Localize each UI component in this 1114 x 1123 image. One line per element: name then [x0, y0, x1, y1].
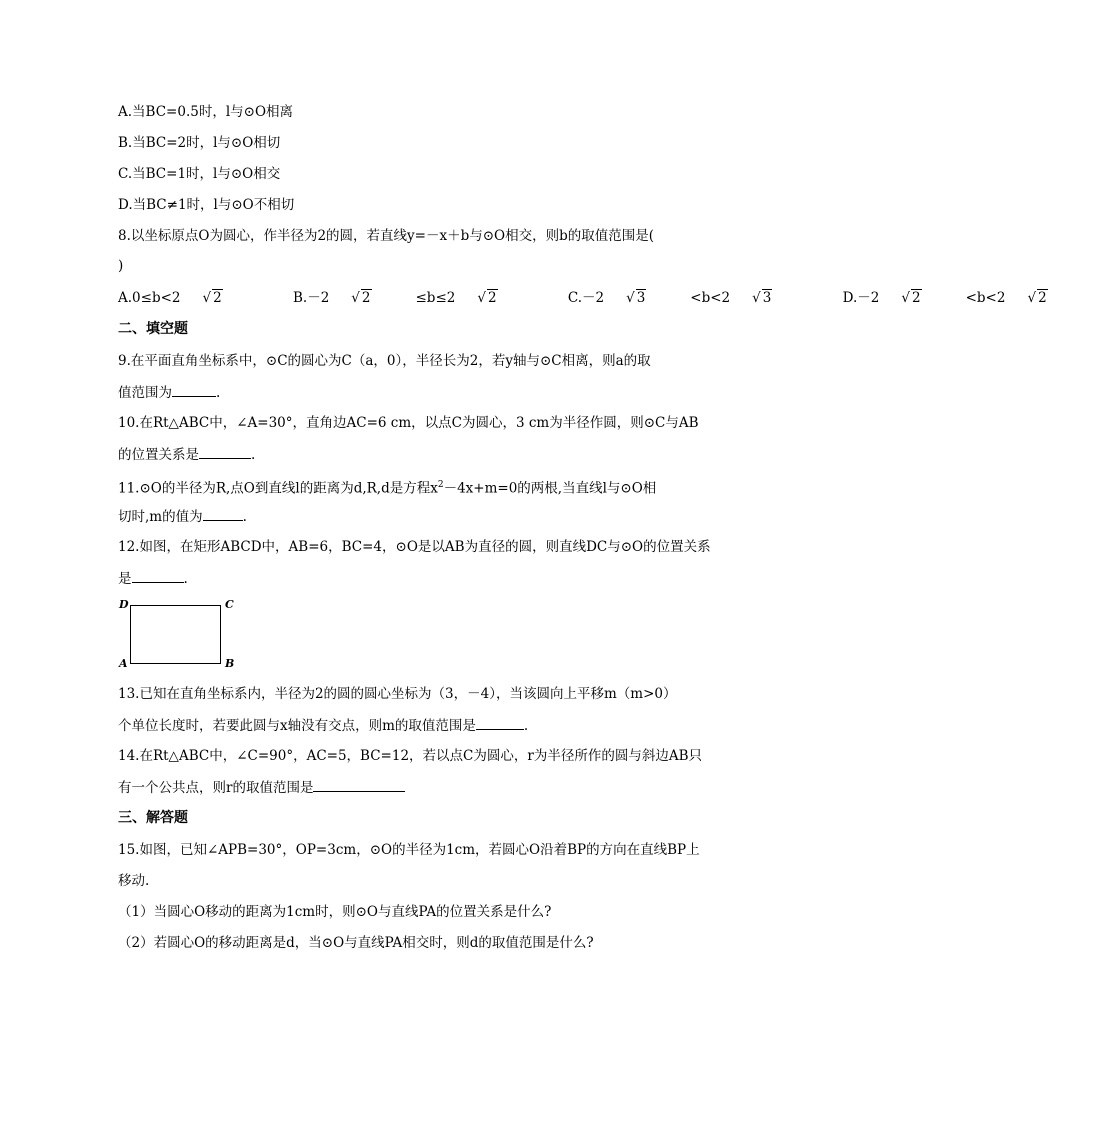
- q13-line1: 13.已知在直角坐标系内，半径为2的圆的圆心坐标为（3，－4），当该圆向上平移m（m>0）: [118, 686, 677, 702]
- answer-blank[interactable]: [203, 507, 243, 521]
- answer-blank[interactable]: [172, 383, 216, 397]
- rectangle-figure: [118, 598, 248, 670]
- q9-line2: 值范围为 .: [118, 385, 221, 401]
- q8-option-c: C.－2 √ 3 <b<2 √ 3: [567, 290, 772, 306]
- answer-blank[interactable]: [476, 716, 524, 730]
- q7-option-b: B.当BC=2时，l与⊙O相切: [118, 135, 281, 151]
- q12-line2: 是 .: [118, 571, 188, 587]
- q9-line1: 9.在平面直角坐标系中，⊙C的圆心为C（a，0），半径长为2，若y轴与⊙C相离，则a的取: [118, 353, 651, 369]
- answer-blank[interactable]: [132, 569, 184, 583]
- q8-stem-line1: 8.以坐标原点O为圆心，作半径为2的圆，若直线y=－x＋b与⊙O相交，则b的取值范围是(: [118, 228, 655, 244]
- q8-stem-line2: ): [118, 258, 124, 274]
- q15-line2: 移动.: [118, 873, 150, 889]
- q15-part2: （2）若圆心O的移动距离是d，当⊙O与直线PA相交时，则d的取值范围是什么?: [118, 935, 594, 951]
- q10-line1: 10.在Rt△ABC中，∠A=30°，直角边AC=6 cm，以点C为圆心，3 cm为半径作圆，则⊙C与AB: [118, 415, 699, 431]
- q14-line2: 有一个公共点，则r的取值范围是: [118, 778, 405, 797]
- answer-blank[interactable]: [199, 445, 251, 459]
- q11-line1: 11.⊙O的半径为R,点O到直线l的距离为d,R,d是方程$x^2-4x+m=0$的两根,当直线l与⊙O相: [118, 480, 657, 497]
- q7-option-c: C.当BC=1时，l与⊙O相交: [118, 166, 281, 182]
- q15-line1: 15.如图，已知∠APB=30°，OP=3cm，⊙O的半径为1cm，若圆心O沿着BP的方向在直线BP上: [118, 842, 700, 858]
- label-b: B: [225, 657, 235, 670]
- label-a: A: [119, 657, 128, 670]
- q7-option-a: A.当BC=0.5时，l与⊙O相离: [118, 104, 294, 120]
- q14-line1: 14.在Rt△ABC中，∠C=90°，AC=5，BC=12，若以点C为圆心，r为半径所作的圆与斜边AB只: [118, 748, 702, 764]
- q15-part1: （1）当圆心O移动的距离为1cm时，则⊙O与直线PA的位置关系是什么?: [118, 904, 552, 920]
- q13-line2: 个单位长度时，若要此圆与x轴没有交点，则m的取值范围是 .: [118, 718, 529, 734]
- q8-option-d: D.－2 √ 2 <b<2 √ 2: [842, 290, 1047, 306]
- q8-options: [118, 289, 1114, 307]
- q7-option-d: D.当BC≠1时，l与⊙O不相切: [118, 197, 295, 213]
- answer-blank[interactable]: [313, 778, 405, 792]
- rectangle-abcd: [131, 606, 221, 664]
- section-heading-solutions: 三、解答题: [118, 810, 188, 826]
- sqrt-symbol: √ 2: [202, 290, 222, 306]
- q8-option-b: B.－2 √ 2 ≤b≤2 √ 2: [292, 290, 497, 306]
- q10-line2: 的位置关系是 .: [118, 447, 256, 463]
- q8-option-a: A.0≤b<2 √ 2: [118, 290, 267, 306]
- q11-line2: 切时,m的值为 .: [118, 509, 247, 525]
- q12-line1: 12.如图，在矩形ABCD中，AB=6，BC=4，⊙O是以AB为直径的圆，则直线DC与⊙O的位置关系: [118, 539, 711, 555]
- label-c: C: [225, 598, 234, 611]
- label-d: D: [119, 598, 129, 611]
- section-heading-fill-blank: 二、填空题: [118, 321, 188, 337]
